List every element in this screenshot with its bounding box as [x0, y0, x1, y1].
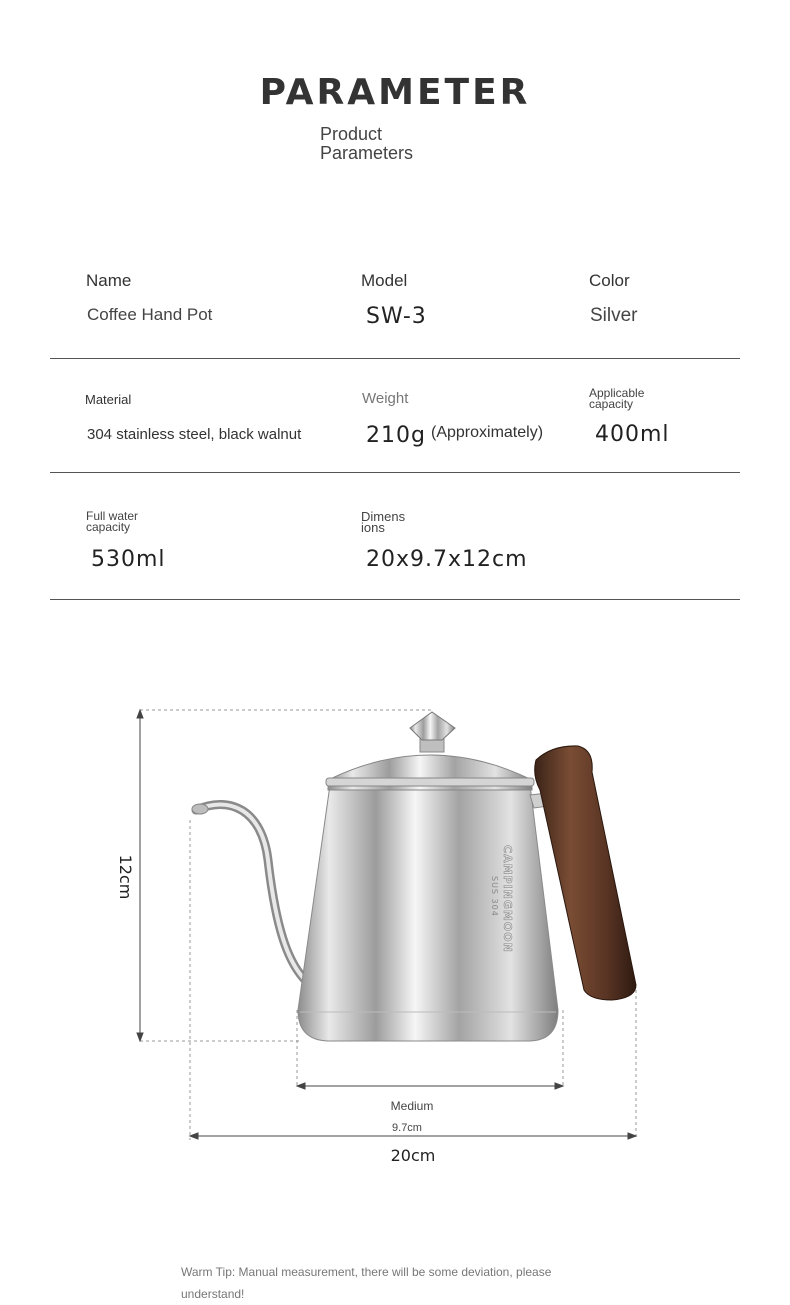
weight-value: 210g: [366, 423, 426, 448]
kettle-diagram: [0, 690, 790, 1180]
weight-label: Weight: [362, 390, 409, 407]
width-label: 20cm: [390, 1146, 436, 1165]
name-value: Coffee Hand Pot: [87, 305, 213, 324]
color-value: Silver: [590, 305, 638, 326]
dimensions-value: 20x9.7x12cm: [366, 547, 528, 572]
row-divider: [50, 599, 740, 600]
warm-tip: Warm Tip: Manual measurement, there will be some deviation, please understand!: [181, 1265, 552, 1301]
color-label: Color: [589, 271, 630, 290]
material-value: 304 stainless steel, black walnut: [87, 426, 302, 443]
page-subtitle: Product Parameters: [320, 124, 414, 163]
page-title: PARAMETER: [259, 72, 531, 113]
medium-value: 9.7cm: [392, 1122, 422, 1134]
name-label: Name: [86, 271, 132, 290]
engraving-subtext: SUS 304: [490, 876, 499, 917]
capacity-value: 400ml: [595, 422, 670, 447]
row-divider: [50, 472, 740, 473]
full-capacity-label: Full water capacity: [86, 509, 139, 534]
model-value: SW-3: [366, 304, 427, 329]
row-divider: [50, 358, 740, 359]
model-label: Model: [361, 271, 408, 290]
weight-note: (Approximately): [431, 424, 544, 441]
capacity-label: Applicable capacity: [589, 386, 645, 411]
dimensions-label: Dimens ions: [361, 509, 406, 535]
height-label: 12cm: [116, 854, 135, 900]
medium-label: Medium: [390, 1099, 434, 1113]
full-capacity-value: 530ml: [91, 547, 166, 572]
engraving-text: CAMPINGMOON: [501, 845, 514, 953]
material-label: Material: [85, 392, 132, 407]
